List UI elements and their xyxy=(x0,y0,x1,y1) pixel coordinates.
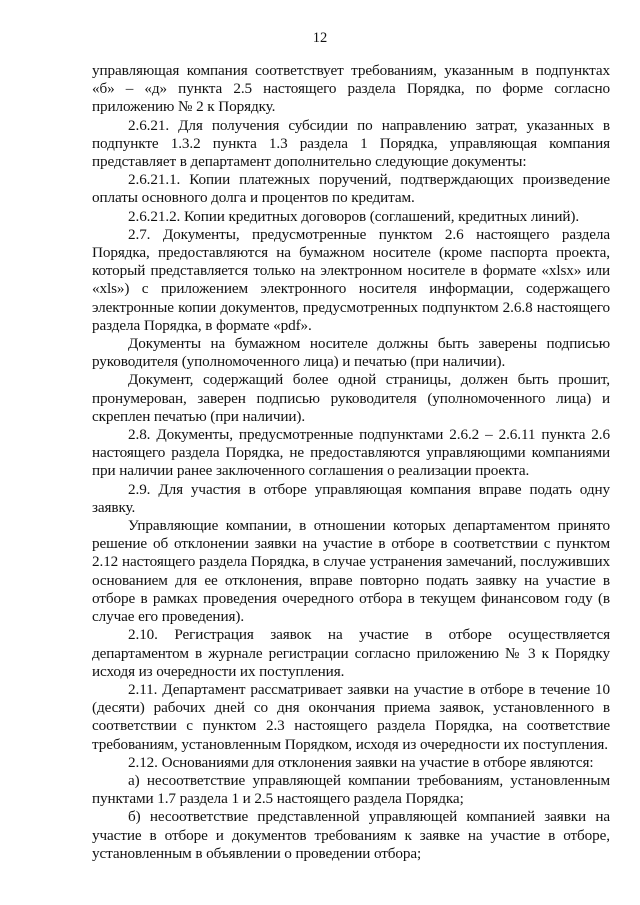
document-body xyxy=(92,62,610,863)
paragraph: 2.8. Документы, предусмотренные подпунктами 2.6.2 – 2.6.11 пункта 2.6 настоящего раздела Порядка, не предоставляются управляющими компаниями при наличии ранее заключенного соглашения о реализации проекта. xyxy=(92,426,610,480)
paragraph: 2.9. Для участия в отборе управляющая компания вправе подать одну заявку. xyxy=(92,480,610,516)
paragraph: 2.6.21.1. Копии платежных поручений, подтверждающих произведение оплаты основного долга и процентов по кредитам. xyxy=(92,171,610,207)
page-number: 12 xyxy=(312,30,328,46)
paragraph: Управляющие компании, в отношении которых департаментом принято решение об отклонении заявки на участие в отборе в соответствии с пунктом 2.12 настоящего раздела Порядка, в случае устранения замечаний, послуживших основанием для ее отклонения, вправе повторно подать заявку на участие в отборе в рамках проведения очередного отбора в текущем финансовом году (в случае его проведения). xyxy=(92,517,610,626)
paragraph: 2.10. Регистрация заявок на участие в отборе осуществляется департаментом в журнале регистрации согласно приложению № 3 к Порядку исходя из очередности их поступления. xyxy=(92,626,610,680)
paragraph: а) несоответствие управляющей компании требованиям, установленным пунктами 1.7 раздела 1 и 2.5 настоящего раздела Порядка; xyxy=(92,771,610,808)
paragraph: Документ, содержащий более одной страницы, должен быть прошит, пронумерован, заверен подписью руководителя (уполномоченного лица) и скреплен печатью (при наличии). xyxy=(92,371,610,425)
paragraph: 2.11. Департамент рассматривает заявки на участие в отборе в течение 10 (десяти) рабочих дней со дня окончания приема заявок, установленного в соответствии с пунктом 2.3 настоящего раздела Порядка, на соответствие требованиям, установленным Порядком, исходя из очередности их поступления. xyxy=(92,680,610,753)
paragraph: управляющая компания соответствует требованиям, указанным в подпунктах «б» – «д» пункта 2.5 настоящего раздела Порядка, по форме согласно приложению № 2 к Порядку. xyxy=(92,62,610,116)
paragraph: 2.7. Документы, предусмотренные пунктом 2.6 настоящего раздела Порядка, предоставляются на бумажном носителе (кроме паспорта проекта, который представляется только на электронном носителе в формате «xlsx» или «xls») с приложением электронного носителя информации, содержащего электронные копии документов, предусмотренных подпунктом 2.6.8 настоящего раздела Порядка, в формате «pdf». xyxy=(92,225,610,334)
paragraph: Документы на бумажном носителе должны быть заверены подписью руководителя (уполномоченного лица) и печатью (при наличии). xyxy=(92,335,610,371)
paragraph: б) несоответствие представленной управляющей компанией заявки на участие в отборе и документов требованиям к заявке на участие в отборе, установленным в объявлении о проведении отбора; xyxy=(92,808,610,862)
paragraph: 2.6.21. Для получения субсидии по направлению затрат, указанных в подпункте 1.3.2 пункта 1.3 раздела 1 Порядка, управляющая компания представляет в департамент дополнительно следующие документы: xyxy=(92,116,610,171)
paragraph: 2.6.21.2. Копии кредитных договоров (соглашений, кредитных линий). xyxy=(128,207,580,225)
paragraph: 2.12. Основаниями для отклонения заявки на участие в отборе являются: xyxy=(128,753,594,771)
